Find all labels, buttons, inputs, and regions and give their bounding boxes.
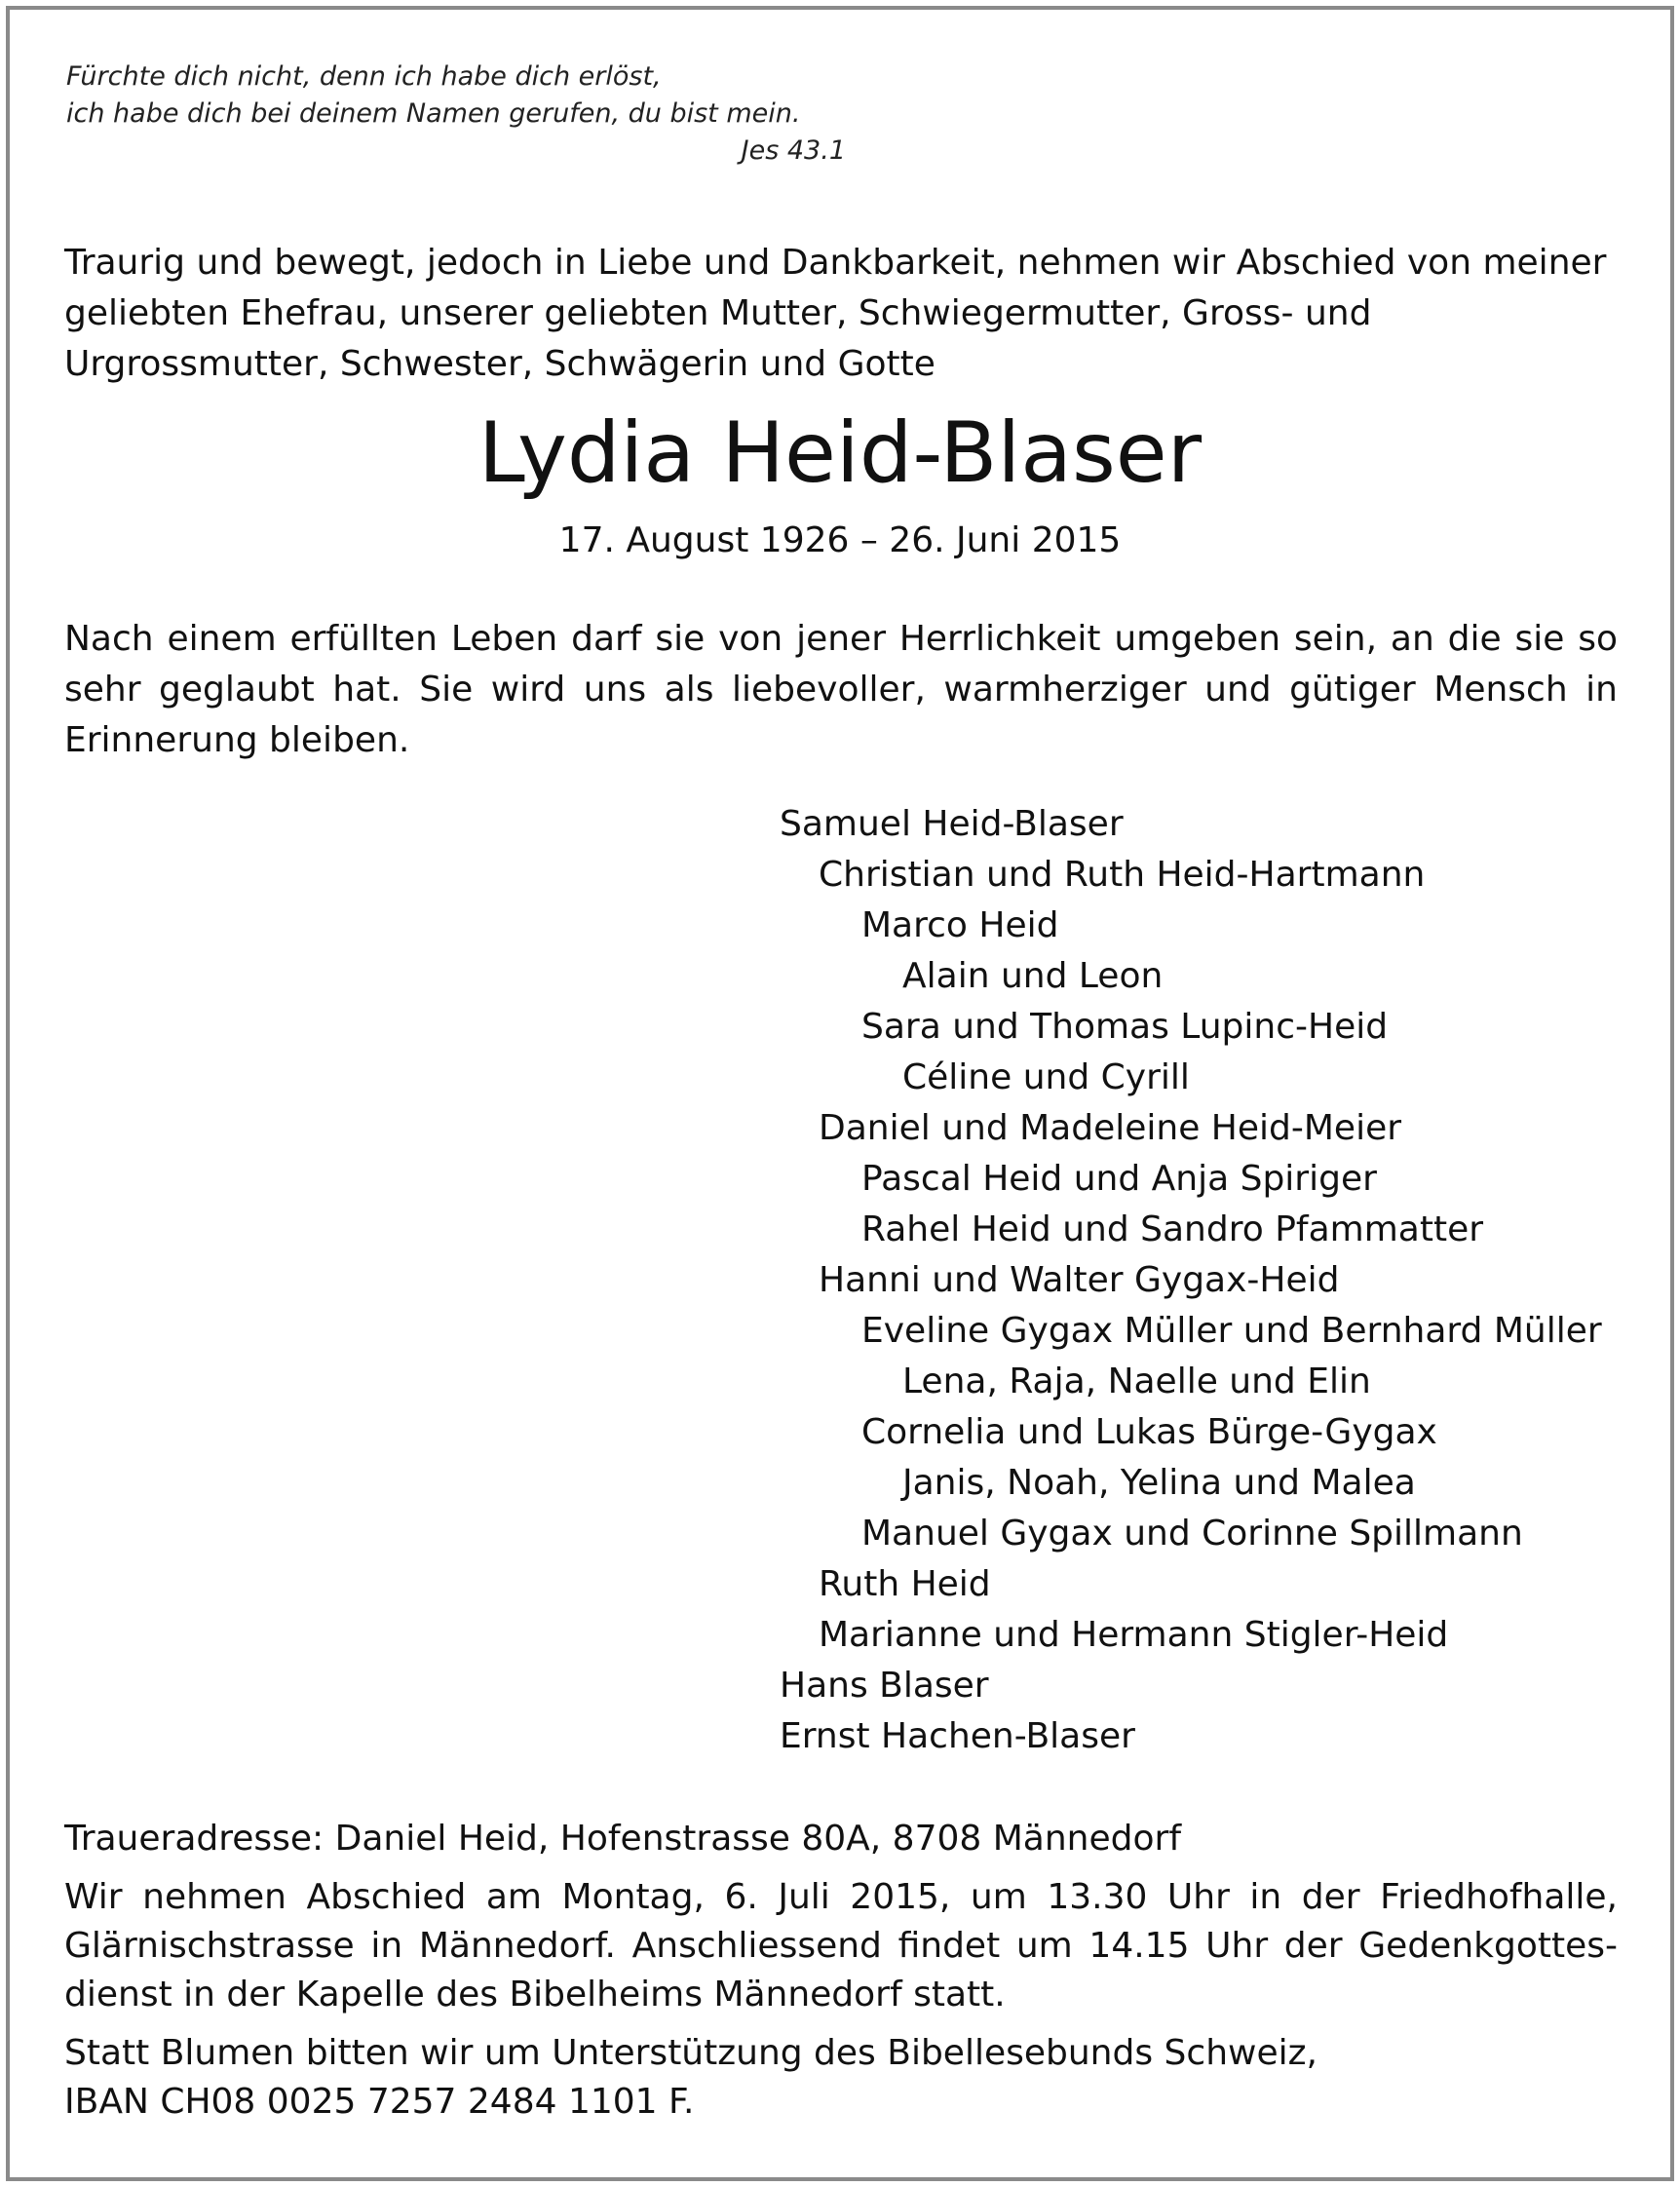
mourner-name: Cornelia und Lukas Bürge-Gygax (861, 1412, 1437, 1452)
mourners-list (780, 799, 1637, 1762)
ceremony-info: Wir nehmen Abschied am Montag, 6. Juli 2015, um 13.30 Uhr in der Friedhofhalle, Glärnischstrasse in Männedorf. Anschliessend findet um 14.15 Uhr der Gedenkgottes-dienst in der Kapelle des Bibelheims Männedorf statt. (64, 1877, 1618, 2014)
mourner-name: Daniel und Madeleine Heid-Meier (819, 1108, 1402, 1148)
mourner-name: Eveline Gygax Müller und Bernhard Müller (861, 1311, 1602, 1351)
intro-text: Traurig und bewegt, jedoch in Liebe und Dankbarkeit, nehmen wir Abschied von meiner geliebten Ehefrau, unserer geliebten Mutter, Schwiegermutter, Gross- und Urgrossmutter, Schwester, Schwägerin und Gotte (64, 243, 1607, 384)
mourner-name: Pascal Heid und Anja Spiriger (861, 1159, 1377, 1199)
mourner-name: Hans Blaser (780, 1666, 989, 1706)
mourner-name: Hanni und Walter Gygax-Heid (819, 1260, 1340, 1300)
deceased-name: Lydia Heid-Blaser (477, 404, 1203, 502)
mourner-name: Alain und Leon (902, 956, 1164, 996)
mourning-address: Traueradresse: Daniel Heid, Hofenstrasse 80A, 8708 Männedorf (64, 1819, 1181, 1859)
mourner-name: Marco Heid (861, 905, 1059, 945)
mourner-name: Ernst Hachen-Blaser (780, 1716, 1135, 1756)
mourner-name: Céline und Cyrill (902, 1057, 1190, 1097)
verse-line-1: Fürchte dich nicht, denn ich habe dich erlöst, (66, 61, 662, 92)
donation-iban: IBAN CH08 0025 7257 2484 1101 F. (64, 2082, 695, 2122)
mourner-name: Lena, Raja, Naelle und Elin (902, 1362, 1371, 1401)
donation-info (64, 2029, 1618, 2127)
mourner-name: Sara und Thomas Lupinc-Heid (861, 1007, 1389, 1047)
mourner-name: Marianne und Hermann Stigler-Heid (819, 1615, 1449, 1655)
mourner-name: Samuel Heid-Blaser (780, 804, 1124, 844)
mourner-name: Rahel Heid und Sandro Pfammatter (861, 1209, 1484, 1249)
verse-line-2: ich habe dich bei deinem Namen gerufen, du bist mein. (66, 98, 801, 129)
mourner-name: Christian und Ruth Heid-Hartmann (819, 855, 1426, 895)
mourner-name: Janis, Noah, Yelina und Malea (902, 1463, 1416, 1503)
life-dates: 17. August 1926 – 26. Juni 2015 (558, 520, 1122, 560)
footer-info (64, 1815, 1618, 2136)
mourner-name: Manuel Gygax und Corinne Spillmann (861, 1514, 1523, 1554)
bible-verse (66, 58, 846, 170)
donation-line-1: Statt Blumen bitten wir um Unterstützung des Bibellesebunds Schweiz, (64, 2033, 1317, 2073)
mourner-name: Ruth Heid (819, 1564, 991, 1604)
tribute-text: Nach einem erfüllten Leben darf sie von jener Herrlichkeit umgeben sein, an die sie so sehr geglaubt hat. Sie wird uns als liebevoller, warmherziger und gütiger Mensch in Erinnerung bleiben. (64, 619, 1618, 760)
verse-reference: Jes 43.1 (741, 135, 846, 166)
